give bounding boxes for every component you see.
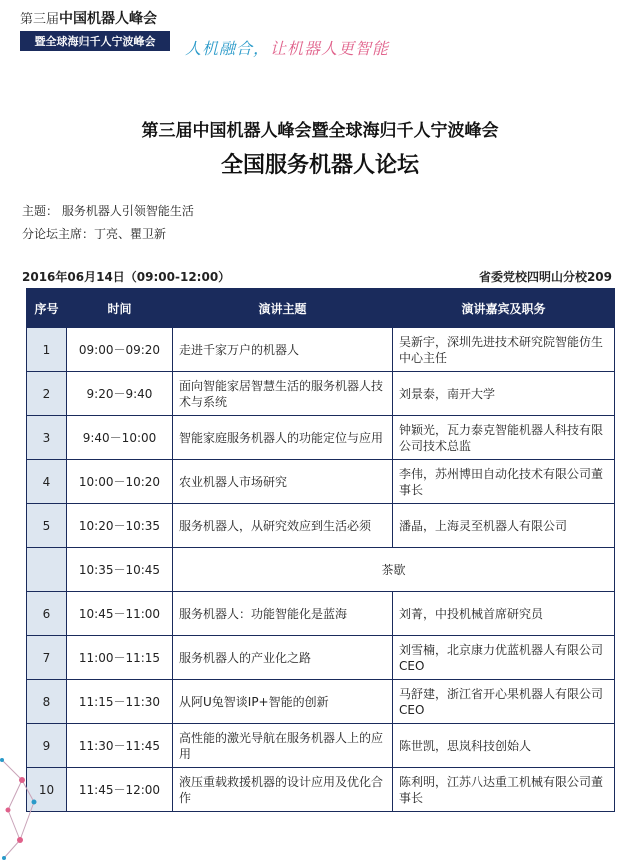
- network-decoration-icon: [0, 740, 40, 864]
- row-no: 3: [27, 416, 67, 460]
- row-time: 10:35－10:45: [67, 548, 173, 592]
- row-no: 4: [27, 460, 67, 504]
- schedule-date: 2016年06月14日（09:00-12:00）: [22, 270, 231, 284]
- table-row: [27, 768, 615, 812]
- row-speaker: 刘景泰，南开大学: [393, 372, 615, 416]
- row-no: 8: [27, 680, 67, 724]
- logo-subtitle: 暨全球海归千人宁波峰会: [20, 31, 170, 51]
- row-topic: 智能家庭服务机器人的功能定位与应用: [173, 416, 393, 460]
- row-topic: 液压重载救援机器的设计应用及优化合作: [173, 768, 393, 812]
- hosts-line: 分论坛主席：丁亮、瞿卫新: [22, 227, 167, 241]
- row-time: 11:00－11:15: [67, 636, 173, 680]
- table-row: [27, 460, 615, 504]
- page-title: 第三届中国机器人峰会暨全球海归千人宁波峰会: [141, 121, 499, 141]
- agenda-table: [26, 288, 615, 812]
- row-time: 9:40－10:00: [67, 416, 173, 460]
- table-row-break: [27, 548, 615, 592]
- table-row: [27, 372, 615, 416]
- table-row: [27, 592, 615, 636]
- row-topic: 服务机器人的产业化之路: [173, 636, 393, 680]
- row-no: 2: [27, 372, 67, 416]
- summit-logo: [20, 8, 170, 51]
- row-topic: 面向智能家居智慧生活的服务机器人技术与系统: [173, 372, 393, 416]
- row-speaker: 吴新宇，深圳先进技术研究院智能仿生中心主任: [393, 328, 615, 372]
- table-row: [27, 328, 615, 372]
- row-time: 10:00－10:20: [67, 460, 173, 504]
- tea-break: 茶歇: [173, 548, 615, 592]
- row-no: 10: [27, 768, 67, 812]
- forum-title: 全国服务机器人论坛: [220, 153, 419, 178]
- row-speaker: 刘雪楠，北京康力优蓝机器人有限公司CEO: [393, 636, 615, 680]
- row-topic: 走进千家万户的机器人: [173, 328, 393, 372]
- row-time: 10:45－11:00: [67, 592, 173, 636]
- row-no: 1: [27, 328, 67, 372]
- row-topic: 服务机器人，从研究效应到生活必须: [173, 504, 393, 548]
- logo-title: 第三届中国机器人峰会: [20, 11, 158, 27]
- row-time: 9:20－9:40: [67, 372, 173, 416]
- row-no: 6: [27, 592, 67, 636]
- header-topic: 演讲主题: [173, 289, 393, 328]
- table-row: [27, 636, 615, 680]
- schedule-venue: 省委党校四明山分校209: [478, 270, 612, 284]
- header-time: 时间: [67, 289, 173, 328]
- row-speaker: 钟颖光，瓦力泰克智能机器人科技有限公司技术总监: [393, 416, 615, 460]
- header-speaker: 演讲嘉宾及职务: [393, 289, 615, 328]
- row-time: 10:20－10:35: [67, 504, 173, 548]
- table-row: [27, 724, 615, 768]
- table-row: [27, 504, 615, 548]
- row-speaker: 李伟，苏州博田自动化技术有限公司董事长: [393, 460, 615, 504]
- row-topic: 服务机器人：功能智能化是蓝海: [173, 592, 393, 636]
- row-speaker: 陈世凯，思岚科技创始人: [393, 724, 615, 768]
- row-topic: 从阿U兔智谈IP+智能的创新: [173, 680, 393, 724]
- row-topic: 高性能的激光导航在服务机器人上的应用: [173, 724, 393, 768]
- header-no: 序号: [27, 289, 67, 328]
- row-speaker: 马舒建，浙江省开心果机器人有限公司CEO: [393, 680, 615, 724]
- row-speaker: 潘晶，上海灵至机器人有限公司: [393, 504, 615, 548]
- row-time: 11:30－11:45: [67, 724, 173, 768]
- theme-line: 主题： 服务机器人引领智能生活: [22, 204, 194, 218]
- row-time: 11:45－12:00: [67, 768, 173, 812]
- row-no: 9: [27, 724, 67, 768]
- table-row: [27, 416, 615, 460]
- row-speaker: 陈利明，江苏八达重工机械有限公司董事长: [393, 768, 615, 812]
- row-speaker: 刘菁，中投机械首席研究员: [393, 592, 615, 636]
- row-topic: 农业机器人市场研究: [173, 460, 393, 504]
- row-time: 09:00－09:20: [67, 328, 173, 372]
- slogan: 人机融合，让机器人更智能: [185, 39, 390, 58]
- row-no: 7: [27, 636, 67, 680]
- table-header-row: [27, 289, 615, 328]
- row-no: 5: [27, 504, 67, 548]
- row-no: [27, 548, 67, 592]
- table-row: [27, 680, 615, 724]
- row-time: 11:15－11:30: [67, 680, 173, 724]
